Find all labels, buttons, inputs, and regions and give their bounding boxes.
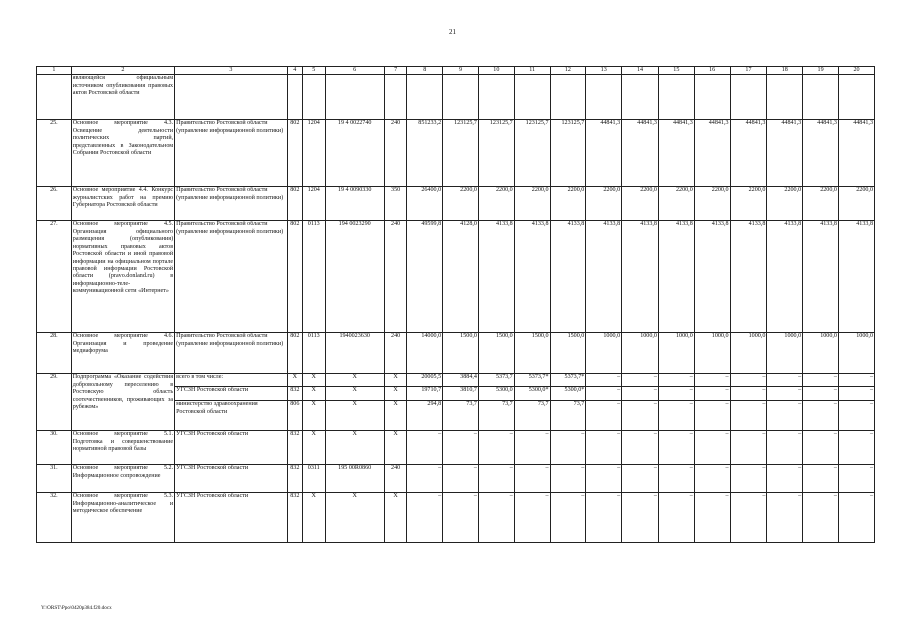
amount-cell: 4133,8 xyxy=(514,221,550,333)
header-cell: 11 xyxy=(514,67,550,75)
vr-code-cell xyxy=(384,75,407,120)
header-cell: 15 xyxy=(658,67,694,75)
vr-code-cell: X xyxy=(384,493,407,543)
amount-cell: – xyxy=(658,401,694,431)
row-number-cell xyxy=(37,75,72,120)
csr-code-cell: X xyxy=(325,374,384,387)
amount-cell: – xyxy=(694,374,730,387)
amount-cell: – xyxy=(658,465,694,493)
amount-cell: 44841,3 xyxy=(838,120,874,187)
header-cell: 5 xyxy=(303,67,326,75)
amount-cell: 2200,0 xyxy=(658,187,694,221)
grbs-code-cell: 832 xyxy=(287,387,302,401)
table-body xyxy=(37,67,875,543)
amount-cell: 4133,8 xyxy=(478,221,514,333)
amount-cell: 1500,0 xyxy=(514,333,550,374)
amount-cell xyxy=(658,75,694,120)
amount-cell: 4133,8 xyxy=(658,221,694,333)
event-name-cell: Основное мероприятие 4.4. Конкурс журналистских работ на премию Губернатора Ростовской области xyxy=(71,187,174,221)
amount-cell: 123125,7 xyxy=(443,120,479,187)
amount-cell: 2200,0 xyxy=(694,187,730,221)
amount-cell: – xyxy=(767,465,803,493)
vr-code-cell: 240 xyxy=(384,333,407,374)
amount-cell: 4133,8 xyxy=(694,221,730,333)
amount-cell: 2200,0 xyxy=(443,187,479,221)
vr-code-cell: X xyxy=(384,401,407,431)
grbs-code-cell: 832 xyxy=(287,431,302,465)
vr-code-cell: X xyxy=(384,387,407,401)
csr-code-cell: X xyxy=(325,401,384,431)
amount-cell: – xyxy=(658,493,694,543)
amount-cell: 1000,0 xyxy=(803,333,839,374)
header-cell: 10 xyxy=(478,67,514,75)
amount-cell: 19710,7 xyxy=(407,387,443,401)
amount-cell: 123125,7 xyxy=(478,120,514,187)
amount-cell: 3810,7 xyxy=(443,387,479,401)
amount-cell: – xyxy=(730,493,767,543)
header-cell: 18 xyxy=(767,67,803,75)
amount-cell: 5373,7 xyxy=(478,374,514,387)
table-row xyxy=(37,75,875,120)
amount-cell: 1500,0 xyxy=(550,333,586,374)
amount-cell xyxy=(514,75,550,120)
amount-cell xyxy=(478,75,514,120)
header-cell: 14 xyxy=(622,67,659,75)
header-cell: 12 xyxy=(550,67,586,75)
row-number-cell: 26. xyxy=(37,187,72,221)
header-cell: 7 xyxy=(384,67,407,75)
amount-cell: – xyxy=(730,431,767,465)
rzpr-code-cell: 1204 xyxy=(303,187,326,221)
amount-cell: – xyxy=(550,465,586,493)
rzpr-code-cell: X xyxy=(303,493,326,543)
table-row xyxy=(37,465,875,493)
amount-cell: – xyxy=(803,465,839,493)
header-cell: 8 xyxy=(407,67,443,75)
table-row xyxy=(37,374,875,387)
header-cell: 17 xyxy=(730,67,767,75)
amount-cell: – xyxy=(550,431,586,465)
amount-cell: 2200,0 xyxy=(550,187,586,221)
amount-cell: 5300,0 xyxy=(478,387,514,401)
amount-cell: 123125,7 xyxy=(514,120,550,187)
amount-cell: – xyxy=(622,465,659,493)
amount-cell: 1000,0 xyxy=(586,333,622,374)
footer-file-path: Y:\ORST\Ppo\0420p384.f20.docx xyxy=(41,605,112,611)
amount-cell: – xyxy=(803,493,839,543)
amount-cell xyxy=(730,75,767,120)
amount-cell: – xyxy=(622,493,659,543)
grbs-code-cell: 802 xyxy=(287,187,302,221)
budget-table xyxy=(36,66,875,543)
amount-cell xyxy=(622,75,659,120)
amount-cell: – xyxy=(838,493,874,543)
rzpr-code-cell: 0113 xyxy=(303,333,326,374)
header-cell: 1 xyxy=(37,67,72,75)
vr-code-cell: X xyxy=(384,374,407,387)
amount-cell: – xyxy=(694,401,730,431)
amount-cell: – xyxy=(586,431,622,465)
event-name-cell: Основное мероприятие 5.2. Информационное сопровождение xyxy=(71,465,174,493)
amount-cell: 44841,3 xyxy=(622,120,659,187)
amount-cell xyxy=(443,75,479,120)
amount-cell: 4133,8 xyxy=(550,221,586,333)
amount-cell: 44841,3 xyxy=(767,120,803,187)
amount-cell: 5300,0* xyxy=(550,387,586,401)
rzpr-code-cell xyxy=(303,75,326,120)
amount-cell: – xyxy=(803,387,839,401)
responsible-cell: Правительство Ростовской области (управление информационной политики) xyxy=(175,333,288,374)
amount-cell: – xyxy=(550,493,586,543)
grbs-code-cell: 802 xyxy=(287,120,302,187)
amount-cell: – xyxy=(730,401,767,431)
amount-cell: – xyxy=(803,431,839,465)
amount-cell: 2200,0 xyxy=(803,187,839,221)
event-name-cell: Подпрограмма «Оказание содействия добровольному переселению в Ростовскую область соотечественников, проживающих за рубежом» xyxy=(71,374,174,431)
amount-cell: – xyxy=(838,465,874,493)
amount-cell: – xyxy=(407,431,443,465)
rzpr-code-cell: 0113 xyxy=(303,221,326,333)
amount-cell xyxy=(838,75,874,120)
amount-cell: – xyxy=(478,465,514,493)
grbs-code-cell: 832 xyxy=(287,465,302,493)
amount-cell: – xyxy=(730,465,767,493)
amount-cell xyxy=(550,75,586,120)
amount-cell: – xyxy=(622,387,659,401)
table-row xyxy=(37,333,875,374)
amount-cell: – xyxy=(443,465,479,493)
amount-cell: 2200,0 xyxy=(514,187,550,221)
amount-cell: 4133,8 xyxy=(586,221,622,333)
amount-cell: – xyxy=(694,465,730,493)
amount-cell: 3884,4 xyxy=(443,374,479,387)
amount-cell: 4128,0 xyxy=(443,221,479,333)
row-number-cell: 25. xyxy=(37,120,72,187)
amount-cell: 1000,0 xyxy=(622,333,659,374)
table-row xyxy=(37,187,875,221)
amount-cell: – xyxy=(730,387,767,401)
amount-cell: 49599,8 xyxy=(407,221,443,333)
responsible-cell xyxy=(175,75,288,120)
amount-cell xyxy=(803,75,839,120)
responsible-cell: всего в том числе: xyxy=(175,374,288,387)
csr-code-cell: 1940023630 xyxy=(325,333,384,374)
vr-code-cell: 240 xyxy=(384,120,407,187)
grbs-code-cell: 802 xyxy=(287,333,302,374)
amount-cell: – xyxy=(767,431,803,465)
amount-cell: 14000,0 xyxy=(407,333,443,374)
amount-cell: – xyxy=(407,465,443,493)
responsible-cell: УГСЗН Ростовской области xyxy=(175,465,288,493)
amount-cell: 1000,0 xyxy=(730,333,767,374)
amount-cell: – xyxy=(407,493,443,543)
csr-code-cell xyxy=(325,75,384,120)
rzpr-code-cell: X xyxy=(303,374,326,387)
amount-cell: – xyxy=(586,465,622,493)
amount-cell xyxy=(767,75,803,120)
amount-cell: – xyxy=(838,431,874,465)
amount-cell: – xyxy=(767,374,803,387)
row-number-cell: 30. xyxy=(37,431,72,465)
rzpr-code-cell: X xyxy=(303,431,326,465)
amount-cell: 4133,8 xyxy=(838,221,874,333)
amount-cell: 44841,3 xyxy=(658,120,694,187)
amount-cell: – xyxy=(443,431,479,465)
responsible-cell: УГСЗН Ростовской области xyxy=(175,387,288,401)
amount-cell: 26400,0 xyxy=(407,187,443,221)
amount-cell: 73,7 xyxy=(514,401,550,431)
header-cell: 3 xyxy=(175,67,288,75)
rzpr-code-cell: 1204 xyxy=(303,120,326,187)
amount-cell: – xyxy=(767,387,803,401)
amount-cell: – xyxy=(838,374,874,387)
csr-code-cell: X xyxy=(325,493,384,543)
amount-cell: 1000,0 xyxy=(694,333,730,374)
amount-cell: 1500,0 xyxy=(478,333,514,374)
grbs-code-cell: 832 xyxy=(287,493,302,543)
amount-cell: 4133,8 xyxy=(803,221,839,333)
amount-cell: 73,7 xyxy=(443,401,479,431)
amount-cell: – xyxy=(514,465,550,493)
amount-cell: – xyxy=(730,374,767,387)
amount-cell: – xyxy=(803,374,839,387)
table-row xyxy=(37,493,875,543)
grbs-code-cell: 806 xyxy=(287,401,302,431)
responsible-cell: Правительство Ростовской области (управление информационной политики) xyxy=(175,120,288,187)
amount-cell: 2200,0 xyxy=(767,187,803,221)
amount-cell: – xyxy=(658,374,694,387)
grbs-code-cell xyxy=(287,75,302,120)
amount-cell: 44841,3 xyxy=(694,120,730,187)
row-number-cell: 28. xyxy=(37,333,72,374)
amount-cell: – xyxy=(443,493,479,543)
rzpr-code-cell: 0311 xyxy=(303,465,326,493)
amount-cell: 1000,0 xyxy=(838,333,874,374)
amount-cell: – xyxy=(586,401,622,431)
amount-cell: – xyxy=(838,387,874,401)
amount-cell: – xyxy=(838,401,874,431)
csr-code-cell: X xyxy=(325,431,384,465)
row-number-cell: 31. xyxy=(37,465,72,493)
page-number: 21 xyxy=(449,28,456,36)
amount-cell: 1500,0 xyxy=(443,333,479,374)
amount-cell: 44841,3 xyxy=(803,120,839,187)
amount-cell: 123125,7 xyxy=(550,120,586,187)
amount-cell: 44841,3 xyxy=(730,120,767,187)
event-name-cell: являющейся официальным источником опубликования правовых актов Ростовской области xyxy=(71,75,174,120)
amount-cell: 5373,7* xyxy=(550,374,586,387)
header-row xyxy=(37,67,875,75)
vr-code-cell: 350 xyxy=(384,187,407,221)
amount-cell: 20005,5 xyxy=(407,374,443,387)
header-cell: 4 xyxy=(287,67,302,75)
amount-cell: – xyxy=(622,401,659,431)
amount-cell: – xyxy=(694,431,730,465)
amount-cell: 2200,0 xyxy=(622,187,659,221)
amount-cell: – xyxy=(803,401,839,431)
amount-cell: 2200,0 xyxy=(478,187,514,221)
amount-cell: – xyxy=(478,431,514,465)
vr-code-cell: X xyxy=(384,431,407,465)
header-cell: 2 xyxy=(71,67,174,75)
amount-cell: 2200,0 xyxy=(730,187,767,221)
amount-cell: 4133,8 xyxy=(730,221,767,333)
amount-cell: – xyxy=(658,431,694,465)
table-row xyxy=(37,431,875,465)
csr-code-cell: 19 4 0022740 xyxy=(325,120,384,187)
amount-cell xyxy=(407,75,443,120)
csr-code-cell: 19 4 0090330 xyxy=(325,187,384,221)
amount-cell: – xyxy=(694,493,730,543)
amount-cell: 4133,8 xyxy=(622,221,659,333)
header-cell: 9 xyxy=(443,67,479,75)
header-cell: 6 xyxy=(325,67,384,75)
event-name-cell: Основное мероприятие 5.3. Информационно-аналитическое и методическое обеспечение xyxy=(71,493,174,543)
header-cell: 13 xyxy=(586,67,622,75)
grbs-code-cell: X xyxy=(287,374,302,387)
rzpr-code-cell: X xyxy=(303,401,326,431)
header-cell: 20 xyxy=(838,67,874,75)
header-cell: 16 xyxy=(694,67,730,75)
vr-code-cell: 240 xyxy=(384,465,407,493)
amount-cell: – xyxy=(767,493,803,543)
responsible-cell: министерство здравоохранения Ростовской области xyxy=(175,401,288,431)
event-name-cell: Основное мероприятие 4.6. Организация и проведение медиафорума xyxy=(71,333,174,374)
amount-cell: 851233,2 xyxy=(407,120,443,187)
header-cell: 19 xyxy=(803,67,839,75)
csr-code-cell: 194 0023290 xyxy=(325,221,384,333)
table-row xyxy=(37,221,875,333)
row-number-cell: 32. xyxy=(37,493,72,543)
csr-code-cell: X xyxy=(325,387,384,401)
amount-cell: 1000,0 xyxy=(767,333,803,374)
table-row xyxy=(37,120,875,187)
amount-cell: 44841,3 xyxy=(586,120,622,187)
responsible-cell: УГСЗН Ростовской области xyxy=(175,493,288,543)
amount-cell: – xyxy=(514,431,550,465)
event-name-cell: Основное мероприятие 4.5. Организация официального размещения (опубликования) нормативных правовых актов Ростовской области и иной правовой информации на официальном портале правовой информации Ростовской области (pravo.donland.ru) в информационно-телекоммуникационной сети «Интернет» xyxy=(71,221,174,333)
row-number-cell: 27. xyxy=(37,221,72,333)
rzpr-code-cell: X xyxy=(303,387,326,401)
amount-cell: 4133,8 xyxy=(767,221,803,333)
amount-cell: 73,7 xyxy=(478,401,514,431)
responsible-cell: Правительство Ростовской области (управление информационной политики) xyxy=(175,187,288,221)
amount-cell: – xyxy=(622,374,659,387)
amount-cell: – xyxy=(767,401,803,431)
amount-cell: 73,7 xyxy=(550,401,586,431)
amount-cell xyxy=(694,75,730,120)
responsible-cell: Правительство Ростовской области (управление информационной политики) xyxy=(175,221,288,333)
amount-cell: 5300,0* xyxy=(514,387,550,401)
amount-cell xyxy=(586,75,622,120)
event-name-cell: Основное мероприятие 5.1. Подготовка и совершенствование нормативной правовой базы xyxy=(71,431,174,465)
amount-cell: – xyxy=(658,387,694,401)
amount-cell: 2200,0 xyxy=(838,187,874,221)
amount-cell: 2200,0 xyxy=(586,187,622,221)
amount-cell: 294,8 xyxy=(407,401,443,431)
amount-cell: – xyxy=(694,387,730,401)
vr-code-cell: 240 xyxy=(384,221,407,333)
amount-cell: – xyxy=(514,493,550,543)
csr-code-cell: 195 00R0860 xyxy=(325,465,384,493)
amount-cell: – xyxy=(586,493,622,543)
amount-cell: – xyxy=(478,493,514,543)
amount-cell: 5373,7* xyxy=(514,374,550,387)
amount-cell: – xyxy=(622,431,659,465)
event-name-cell: Основное мероприятие 4.3. Освещение деятельности политических партий, представленных в Законодательном Собрании Ростовской области xyxy=(71,120,174,187)
responsible-cell: УГСЗН Ростовской области xyxy=(175,431,288,465)
row-number-cell: 29. xyxy=(37,374,72,431)
amount-cell: 1000,0 xyxy=(658,333,694,374)
amount-cell: – xyxy=(586,387,622,401)
grbs-code-cell: 802 xyxy=(287,221,302,333)
amount-cell: – xyxy=(586,374,622,387)
